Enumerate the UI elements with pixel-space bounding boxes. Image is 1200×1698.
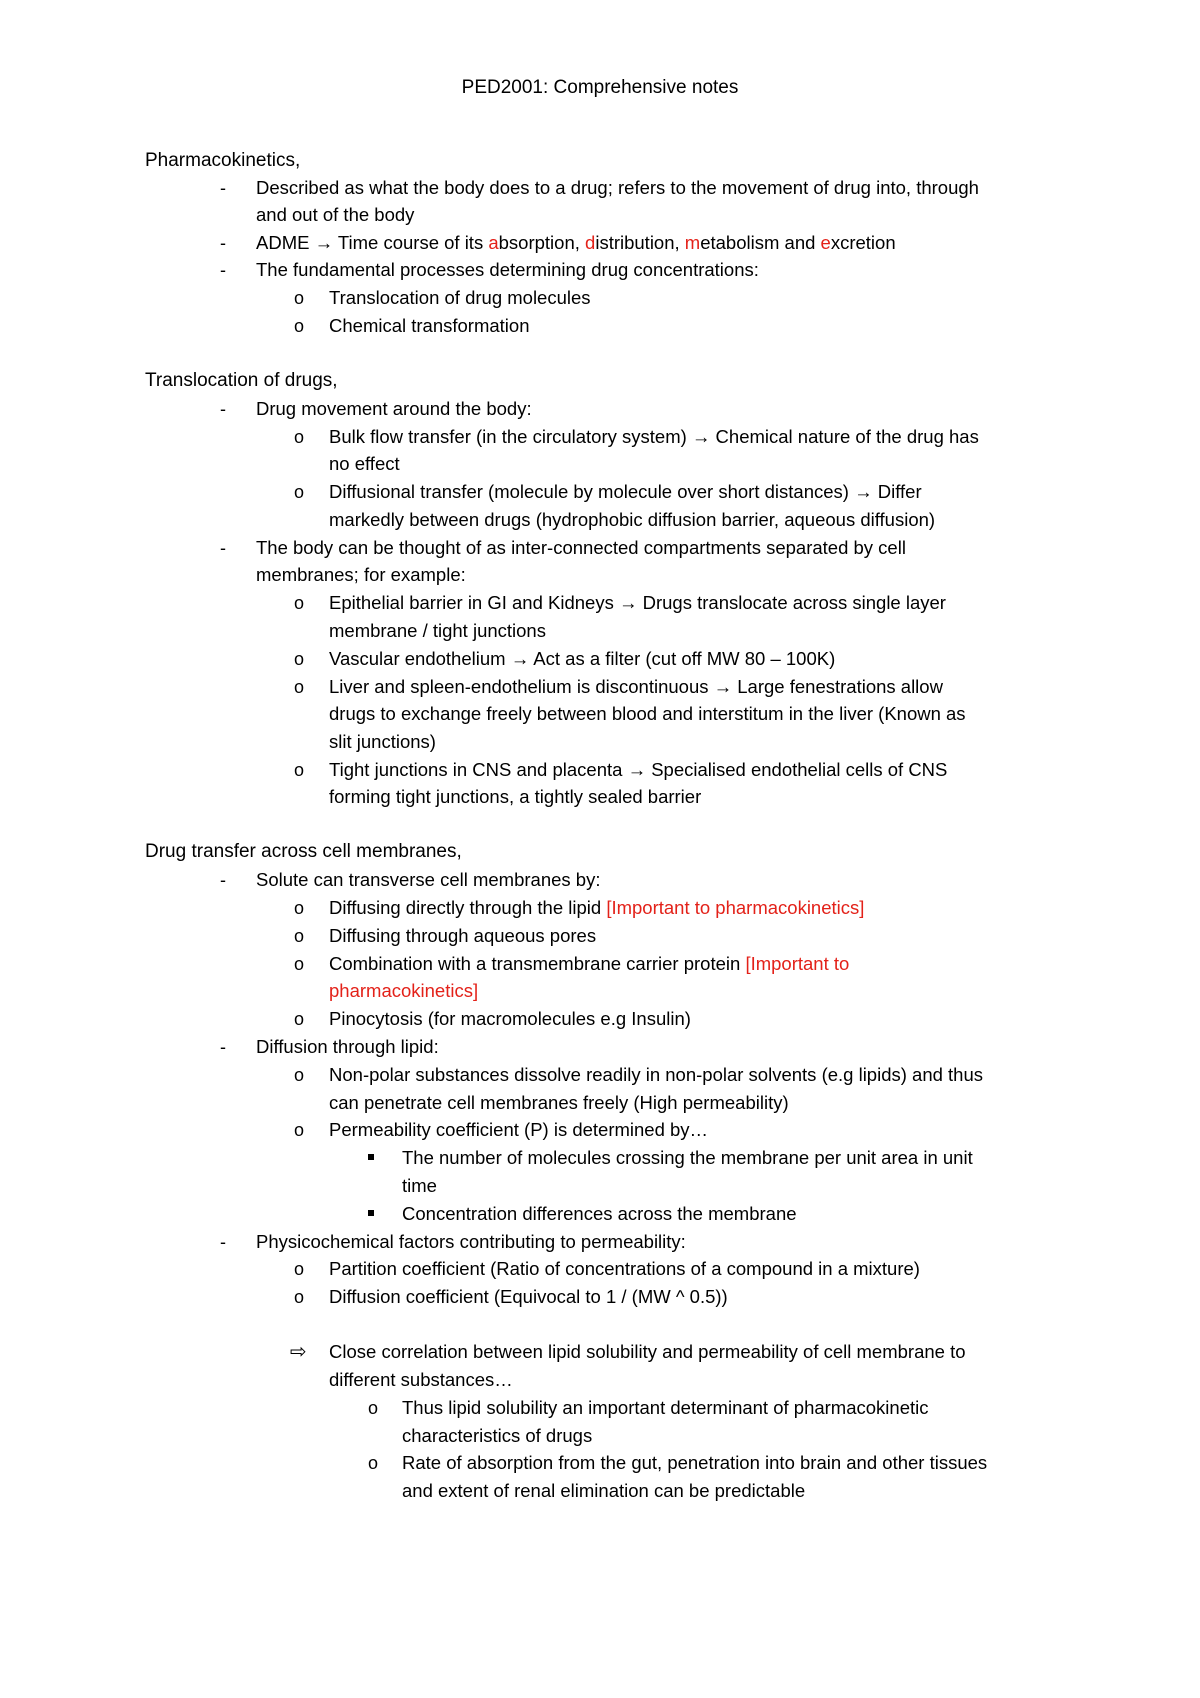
text-line: drugs to exchange freely between blood and interstitum in the liver (Known as bbox=[329, 703, 966, 724]
text-line: Physicochemical factors contributing to permeability: bbox=[256, 1231, 686, 1252]
section-heading-pharmacokinetics: Pharmacokinetics, bbox=[145, 150, 301, 171]
circle-bullet: o bbox=[294, 926, 305, 946]
text-line: Permeability coefficient (P) is determined by… bbox=[329, 1119, 709, 1140]
circle-bullet: o bbox=[294, 316, 305, 336]
text-line: characteristics of drugs bbox=[402, 1425, 593, 1446]
important-note: [Important to pharmacokinetics] bbox=[606, 897, 865, 918]
circle-bullet: o bbox=[294, 1259, 305, 1279]
document-title: PED2001: Comprehensive notes bbox=[461, 77, 739, 98]
dash-bullet: - bbox=[220, 1232, 226, 1252]
text-line: and out of the body bbox=[256, 204, 415, 225]
text-line: slit junctions) bbox=[329, 731, 436, 752]
circle-bullet: o bbox=[368, 1398, 379, 1418]
dash-bullet: - bbox=[220, 1037, 226, 1057]
arrow-icon: → bbox=[713, 676, 733, 697]
text-line: Diffusion through lipid: bbox=[256, 1036, 439, 1057]
circle-bullet: o bbox=[368, 1453, 379, 1473]
text-line: Pinocytosis (for macromolecules e.g Insulin) bbox=[329, 1008, 691, 1029]
text-line: The number of molecules crossing the membrane per unit area in unit bbox=[402, 1147, 973, 1168]
text-line: Vascular endothelium → Act as a filter (cut off MW 80 – 100K) bbox=[329, 648, 836, 669]
text-line: Tight junctions in CNS and placenta → Specialised endothelial cells of CNS bbox=[329, 759, 948, 780]
square-bullet bbox=[368, 1154, 374, 1160]
text-line: Diffusional transfer (molecule by molecule over short distances) → Differ bbox=[329, 481, 922, 502]
dash-bullet: - bbox=[220, 233, 226, 253]
text-line: Partition coefficient (Ratio of concentrations of a compound in a mixture) bbox=[329, 1258, 920, 1279]
text-line: Thus lipid solubility an important determinant of pharmacokinetic bbox=[402, 1397, 929, 1418]
arrow-icon: → bbox=[618, 592, 638, 613]
text-line: Liver and spleen-endothelium is discontinuous → Large fenestrations allow bbox=[329, 676, 943, 697]
text-line: The fundamental processes determining drug concentrations: bbox=[256, 259, 759, 280]
arrow-icon: → bbox=[627, 759, 647, 780]
text-line: Non-polar substances dissolve readily in non-polar solvents (e.g lipids) and thus bbox=[329, 1064, 984, 1085]
adme-line: ADME → Time course of its absorption, distribution, metabolism and excretion bbox=[256, 232, 896, 253]
circle-bullet: o bbox=[294, 1009, 305, 1029]
dash-bullet: - bbox=[220, 538, 226, 558]
arrow-icon: → bbox=[510, 648, 530, 669]
circle-bullet: o bbox=[294, 1287, 305, 1307]
circle-bullet: o bbox=[294, 677, 305, 697]
text-line: Epithelial barrier in GI and Kidneys → Drugs translocate across single layer bbox=[329, 592, 946, 613]
important-note: pharmacokinetics] bbox=[329, 980, 479, 1001]
section-heading-translocation: Translocation of drugs, bbox=[145, 370, 338, 391]
important-note: [Important to bbox=[745, 953, 850, 974]
text-line: can penetrate cell membranes freely (High permeability) bbox=[329, 1092, 789, 1113]
text-line: Solute can transverse cell membranes by: bbox=[256, 869, 601, 890]
text-line: no effect bbox=[329, 453, 400, 474]
text-line: membrane / tight junctions bbox=[329, 620, 546, 641]
arrow-icon: → bbox=[854, 481, 873, 502]
circle-bullet: o bbox=[294, 649, 305, 669]
circle-bullet: o bbox=[294, 593, 305, 613]
circle-bullet: o bbox=[294, 427, 305, 447]
text-line: Close correlation between lipid solubility and permeability of cell membrane to bbox=[329, 1341, 966, 1362]
square-bullet bbox=[368, 1210, 374, 1216]
dash-bullet: - bbox=[220, 178, 226, 198]
text-line: different substances… bbox=[329, 1369, 513, 1390]
circle-bullet: o bbox=[294, 288, 305, 308]
circle-bullet: o bbox=[294, 760, 305, 780]
text-line: Rate of absorption from the gut, penetration into brain and other tissues bbox=[402, 1452, 988, 1473]
text-line: markedly between drugs (hydrophobic diffusion barrier, aqueous diffusion) bbox=[329, 509, 936, 530]
section-heading-drug-transfer: Drug transfer across cell membranes, bbox=[145, 841, 462, 862]
text-line: Chemical transformation bbox=[329, 315, 530, 336]
arrow-icon: → bbox=[314, 232, 334, 253]
text-line: forming tight junctions, a tightly sealed barrier bbox=[329, 786, 702, 807]
arrow-icon: → bbox=[691, 426, 711, 447]
circle-bullet: o bbox=[294, 954, 305, 974]
text-line: Concentration differences across the membrane bbox=[402, 1203, 797, 1224]
dash-bullet: - bbox=[220, 399, 226, 419]
circle-bullet: o bbox=[294, 898, 305, 918]
text-line: time bbox=[402, 1175, 437, 1196]
circle-bullet: o bbox=[294, 1065, 305, 1085]
text-line: Bulk flow transfer (in the circulatory system) → Chemical nature of the drug has bbox=[329, 426, 979, 447]
text-line: Diffusion coefficient (Equivocal to 1 / (MW ^ 0.5)) bbox=[329, 1286, 728, 1307]
text-line: The body can be thought of as inter-connected compartments separated by cell bbox=[256, 537, 906, 558]
dash-bullet: - bbox=[220, 260, 226, 280]
text-line: Diffusing directly through the lipid [Important to pharmacokinetics] bbox=[329, 897, 865, 918]
circle-bullet: o bbox=[294, 1120, 305, 1140]
circle-bullet: o bbox=[294, 482, 305, 502]
text-line: Translocation of drug molecules bbox=[329, 287, 591, 308]
text-line: Combination with a transmembrane carrier protein [Important to bbox=[329, 953, 850, 974]
dash-bullet: - bbox=[220, 870, 226, 890]
text-line: membranes; for example: bbox=[256, 564, 466, 585]
text-line: Described as what the body does to a drug; refers to the movement of drug into, through bbox=[256, 177, 979, 198]
text-line: and extent of renal elimination can be predictable bbox=[402, 1480, 806, 1501]
text-line: Diffusing through aqueous pores bbox=[329, 925, 597, 946]
text-line: Drug movement around the body: bbox=[256, 398, 532, 419]
hollow-arrow-icon: ⇨ bbox=[290, 1341, 307, 1363]
